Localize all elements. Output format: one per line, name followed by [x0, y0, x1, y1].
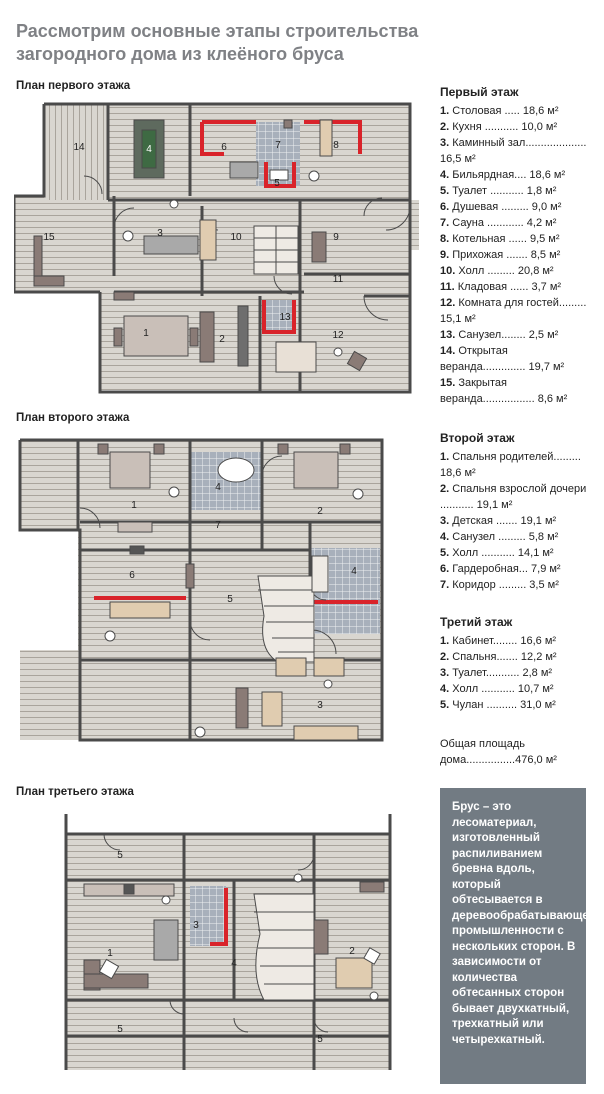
room-number-4: 4 [146, 144, 152, 155]
room-number-5-right: 5 [317, 1034, 323, 1045]
legend-item: 10. Холл ......... 20,8 м² [440, 265, 554, 277]
legend-third-heading: Третий этаж [440, 615, 513, 629]
legend-item: 13. Санузел........ 2,5 м² [440, 329, 559, 341]
legend-item: 3. Каминный зал.................... 16,5 м² [440, 137, 587, 165]
room-number-3: 3 [193, 920, 199, 931]
room-number-4-upper: 4 [215, 482, 221, 493]
legend-item: 3. Туалет........... 2,8 м² [440, 667, 553, 679]
legend-item: 1. Столовая ..... 18,6 м² [440, 105, 559, 117]
room-number-9: 9 [333, 232, 339, 243]
legend-item: 9. Прихожая ....... 8,5 м² [440, 249, 561, 261]
legend-item: 2. Кухня ........... 10,0 м² [440, 121, 558, 133]
legend-item: 2. Спальня....... 12,2 м² [440, 651, 557, 663]
room-number-5-top: 5 [117, 850, 123, 861]
legend-item: 5. Туалет ........... 1,8 м² [440, 185, 557, 197]
room-number-7: 7 [215, 520, 221, 531]
room-number-2: 2 [317, 506, 323, 517]
legend-item: 14. Открытая веранда.............. 19,7 м² [440, 345, 565, 373]
legend-item: 1. Кабинет........ 16,6 м² [440, 635, 557, 647]
title-line-2: загородного дома из клеёного бруса [16, 44, 344, 64]
title-line-1: Рассмотрим основные этапы строительства [16, 21, 419, 41]
room-number-1: 1 [107, 948, 113, 959]
legend-item: 8. Котельная ...... 9,5 м² [440, 233, 560, 245]
room-number-11: 11 [332, 274, 344, 285]
legend-item: 2. Спальня взрослой дочери ........... 19,1 м² [440, 483, 587, 511]
room-number-12: 12 [332, 330, 344, 341]
second-floor-label: План второго этажа [16, 412, 130, 424]
page-title [16, 20, 456, 66]
room-number-6: 6 [221, 142, 227, 153]
second-floor-plan [14, 430, 424, 760]
room-number-2: 2 [219, 334, 225, 345]
legend-second-floor [440, 430, 592, 593]
legend-item: 4. Холл ........... 10,7 м² [440, 683, 554, 695]
room-number-2: 2 [349, 946, 355, 957]
room-number-13: 13 [279, 312, 291, 323]
legend-item: 5. Холл ........... 14,1 м² [440, 547, 554, 559]
legend-item: 4. Санузел ......... 5,8 м² [440, 531, 559, 543]
legend-first-heading: Первый этаж [440, 85, 519, 99]
total-area-value: дома................476,0 м² [440, 754, 557, 766]
legend-third-floor [440, 614, 592, 713]
legend-first-list [440, 103, 592, 407]
legend-item: 6. Душевая ......... 9,0 м² [440, 201, 562, 213]
room-number-5-left: 5 [117, 1024, 123, 1035]
total-area-label: Общая площадь [440, 738, 525, 750]
legend-item: 12. Комната для гостей......... 15,1 м² [440, 297, 587, 325]
total-area [440, 736, 590, 768]
room-number-3: 3 [157, 228, 163, 239]
legend-item: 7. Коридор ......... 3,5 м² [440, 579, 559, 591]
legend-item: 3. Детская ....... 19,1 м² [440, 515, 557, 527]
legend-item: 15. Закрытая веранда................. 8,6 м² [440, 377, 568, 405]
room-number-8: 8 [333, 140, 339, 151]
room-number-5: 5 [227, 594, 233, 605]
legend-item: 6. Гардеробная... 7,9 м² [440, 563, 561, 575]
room-number-1: 1 [143, 328, 149, 339]
first-floor-plan [14, 96, 424, 400]
room-number-4: 4 [231, 958, 237, 969]
legend-item: 7. Сауна ............ 4,2 м² [440, 217, 557, 229]
legend-item: 1. Спальня родителей......... 18,6 м² [440, 451, 581, 479]
room-number-15: 15 [43, 232, 55, 243]
room-number-14: 14 [73, 142, 85, 153]
room-number-1: 1 [131, 500, 137, 511]
room-number-3: 3 [317, 700, 323, 711]
legend-second-list [440, 449, 592, 593]
info-note: Брус – это лесоматериал, изготовленный распиливанием бревна вдоль, который обтесывается в деревообрабатывающей промышленности с нескольких сторон. В зависимости от количества обтесанных сторон бывает двухкатный, трехкатный или четырехкатный. [440, 788, 586, 1084]
legend-second-heading: Второй этаж [440, 431, 515, 445]
room-number-4-lower: 4 [351, 566, 357, 577]
room-number-7: 7 [275, 140, 281, 151]
room-number-5: 5 [274, 178, 280, 189]
room-number-6: 6 [129, 570, 135, 581]
legend-third-list [440, 633, 592, 713]
first-floor-label: План первого этажа [16, 80, 131, 92]
third-floor-label: План третьего этажа [16, 786, 134, 798]
legend-first-floor [440, 84, 592, 407]
legend-item: 11. Кладовая ...... 3,7 м² [440, 281, 562, 293]
third-floor-plan [14, 804, 424, 1084]
legend-item: 5. Чулан .......... 31,0 м² [440, 699, 556, 711]
room-number-10: 10 [230, 232, 242, 243]
legend-item: 4. Бильярдная.... 18,6 м² [440, 169, 566, 181]
